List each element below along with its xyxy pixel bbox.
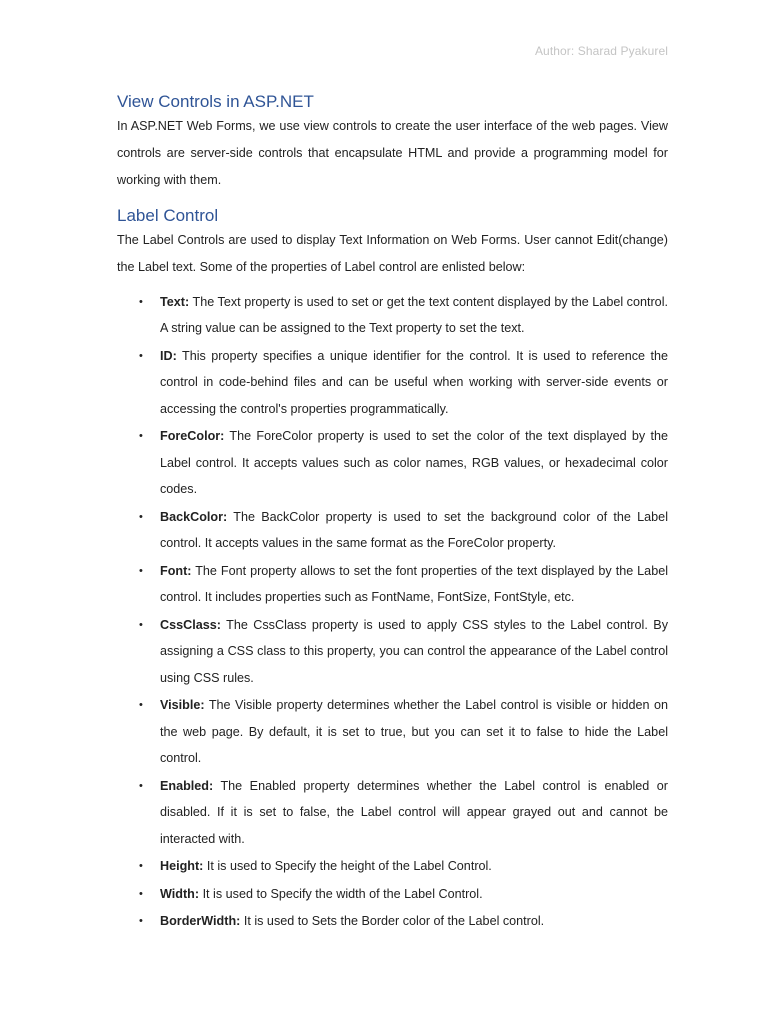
property-description: The Font property allows to set the font properties of the text displayed by the Label control. It includes properties such as FontName, FontSize, FontStyle, etc. <box>160 563 668 605</box>
property-description: It is used to Sets the Border color of the Label control. <box>243 914 545 929</box>
property-description: The Enabled property determines whether the Label control is enabled or disabled. If it is set to false, the Label control will appear grayed out and cannot be interacted with. <box>160 778 668 846</box>
list-item-forecolor <box>117 423 668 503</box>
list-item-borderwidth <box>117 908 668 935</box>
bullet-icon: • <box>139 915 143 928</box>
author-header: Author: Sharad Pyakurel <box>534 44 668 58</box>
bullet-icon: • <box>139 779 143 792</box>
section-heading-view-controls: View Controls in ASP.NET <box>117 92 314 111</box>
bullet-icon: • <box>139 430 143 443</box>
property-term: BackColor: <box>160 509 228 524</box>
property-description: The Text property is used to set or get the text content displayed by the Label control. A string value can be assigned to the Text property to set the text. <box>160 294 668 336</box>
list-item-width <box>117 881 668 908</box>
bullet-icon: • <box>139 699 143 712</box>
property-list <box>117 289 668 935</box>
bullet-icon: • <box>139 860 143 873</box>
property-term: Width: <box>160 886 200 901</box>
property-description: The Visible property determines whether the Label control is visible or hidden on the web page. By default, it is set to true, but you can set it to false to hide the Label control. <box>160 698 668 766</box>
document-content <box>117 91 668 936</box>
bullet-icon: • <box>139 618 143 631</box>
property-description: The CssClass property is used to apply CSS styles to the Label control. By assigning a CSS class to this property, you can control the appearance of the Label control using CSS rules. <box>160 617 668 685</box>
property-term: BorderWidth: <box>160 914 241 929</box>
list-item-enabled <box>117 773 668 853</box>
list-item-cssclass <box>117 612 668 692</box>
property-term: ForeColor: <box>160 429 225 444</box>
property-description: The ForeColor property is used to set the color of the text displayed by the Label control. It accepts values such as color names, RGB values, or hexadecimal color codes. <box>160 429 668 497</box>
property-description: This property specifies a unique identifier for the control. It is used to reference the control in code-behind files and can be useful when working with server-side events or accessing the control's properties programmatically. <box>160 348 668 416</box>
property-term: ID: <box>160 348 177 363</box>
list-item-backcolor <box>117 504 668 557</box>
bullet-icon: • <box>139 295 143 308</box>
property-term: Text: <box>160 294 190 309</box>
section-heading-label-control: Label Control <box>117 206 219 226</box>
bullet-icon: • <box>139 887 143 900</box>
section-body-view-controls: In ASP.NET Web Forms, we use view controls to create the user interface of the web pages. View controls are server-side controls that encapsulate HTML and provide a programming model for working with them. <box>117 119 668 187</box>
property-term: CssClass: <box>160 617 221 632</box>
property-term: Font: <box>160 563 192 578</box>
property-description: It is used to Specify the height of the Label Control. <box>206 859 492 874</box>
bullet-icon: • <box>139 564 143 577</box>
property-term: Height: <box>160 859 204 874</box>
list-item-id <box>117 343 668 423</box>
list-item-visible <box>117 692 668 772</box>
property-description: The BackColor property is used to set the background color of the Label control. It accepts values in the same format as the ForeColor property. <box>160 509 668 551</box>
property-description: It is used to Specify the width of the Label Control. <box>202 886 483 901</box>
bullet-icon: • <box>139 349 143 362</box>
property-term: Enabled: <box>160 778 214 793</box>
list-item-height <box>117 853 668 880</box>
list-item-text <box>117 289 668 342</box>
bullet-icon: • <box>139 510 143 523</box>
list-item-font <box>117 558 668 611</box>
property-term: Visible: <box>160 698 205 713</box>
section-body-label-control: The Label Controls are used to display Text Information on Web Forms. User cannot Edit(change) the Label text. Some of the properties of Label control are enlisted below: <box>117 233 668 275</box>
